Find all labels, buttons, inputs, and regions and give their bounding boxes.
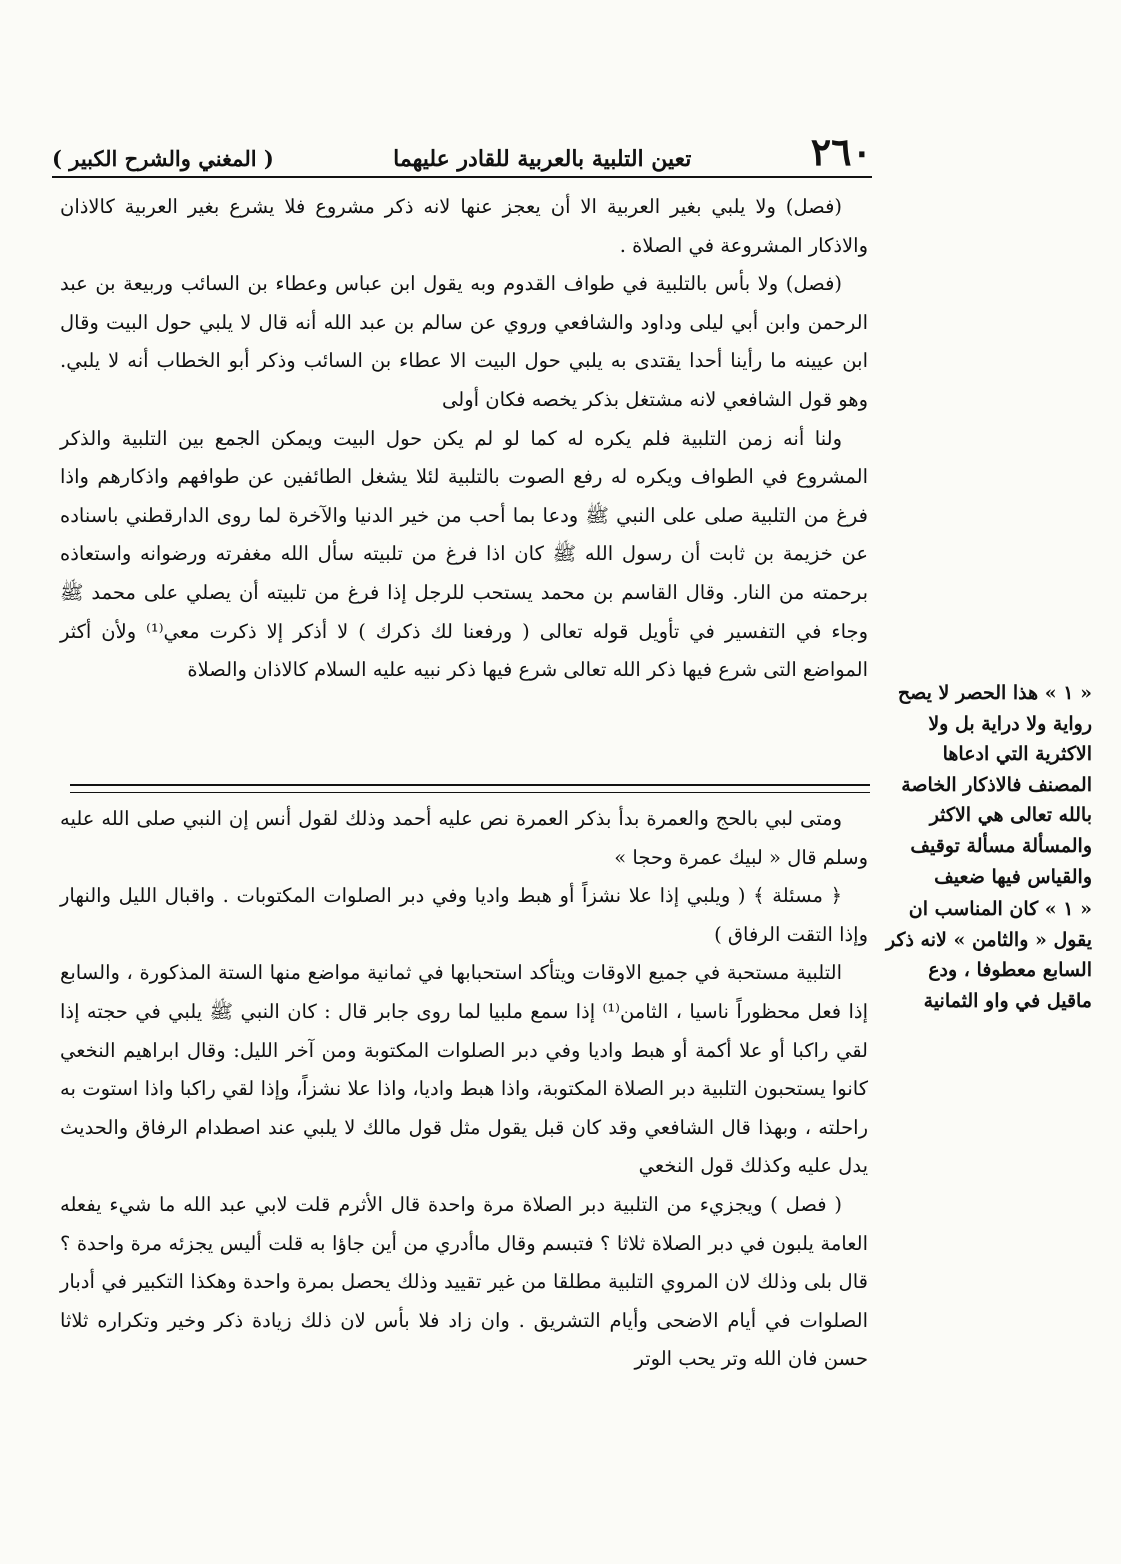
header-rule [52,176,872,178]
paragraph: ﴿ مسئلة ﴾ ( ويلبي إذا علا نشزاً أو هبط واديا وفي دبر الصلوات المكتوبات . واقبال الليل والنهار وإذا التقت الرفاق ) [60,884,868,946]
paragraph: ولنا أنه زمن التلبية فلم يكره له كما لو لم يكن حول البيت ويمكن الجمع بين التلبية والذكر المشروع في الطواف ويكره له رفع الصوت بالتلبية لئلا يشغل الطائفين عن طوافهم واذكارهم واذا فرغ من التلبية صلى على النبي ﷺ ودعا بما أحب من خير الدنيا والآخرة لما روى الدارقطني باسناده عن خزيمة بن ثابت أن رسول الله ﷺ كان اذا فرغ من تلبيته سأل الله مغفرته ورضوانه واستعاذه برحمته من النار. وقال القاسم بن محمد يستحب للرجل إذا فرغ من تلبيته أن يصلي على محمد ﷺ وجاء في التفسير في تأويل قوله تعالى ( ورفعنا لك ذكرك ) لا أذكر إلا ذكرت معي⁽¹⁾ ولأن أكثر المواضع التى شرع فيها ذكر الله تعالى شرع فيها ذكر نبيه عليه السلام كالاذان والصلاة [60,426,869,682]
margin-footnotes [884,678,1092,1019]
main-text-upper [60,188,868,690]
footnote: « ١ » هذا الحصر لا يصح رواية ولا دراية بل ولا الاكثرية التي ادعاها المصنف فالاذكار الخاصة بالله تعالى هي الاكثر والمسألة مسألة توقيف والقياس فيها ضعيف [897,682,1092,888]
paragraph: (فصل) ولا يلبي بغير العربية الا أن يعجز عنها لانه ذكر مشروع فلا يشرع بغير العربية كالاذان والاذكار المشروعة في الصلاة . [60,195,868,257]
paragraph: ( فصل ) ويجزيء من التلبية دبر الصلاة مرة واحدة قال الأثرم قلت لابي عبد الله ما شيء يفعله العامة يلبون في دبر الصلاة ثلاثا ؟ فتبسم وقال ماأدري من أين جاؤا به قلت أليس يجزئه مرة واحدة ؟ قال بلى وذلك لان المروي التلبية مطلقا من غير تقييد وذلك يحصل بمرة واحدة وهكذا التكبير في أدبار الصلوات في أيام الاضحى وأيام التشريق . وان زاد فلا بأس لان ذلك زيادة ذكر وخير وتكراره ثلاثا حسن فان الله وتر يحب الوتر [60,1192,868,1371]
paragraph: التلبية مستحبة في جميع الاوقات ويتأكد استحبابها في ثمانية مواضع منها الستة المذكورة ، والسابع إذا فعل محظوراً ناسيا ، الثامن⁽¹⁾ إذا سمع ملبيا لما روى جابر قال : كان النبي ﷺ يلبي في حجته إذا لقي راكبا أو علا أكمة أو هبط واديا وفي دبر الصلوات المكتوبة ومن آخر الليل: وقال ابراهيم النخعي كانوا يستحبون التلبية دبر الصلاة المكتوبة، واذا هبط واديا، واذا علا نشزاً، وإذا لقي راكبا واذا استوت به راحلته ، وبهذا قال الشافعي وقد كان قبل يقول مثل قول مالك لا يلبي عند اصطدام الرفاق والحديث يدل عليه وكذلك قول النخعي [60,961,868,1178]
book-title: ( المغني والشرح الكبير ) [52,146,274,171]
paragraph: (فصل) ولا بأس بالتلبية في طواف القدوم وبه يقول ابن عباس وعطاء بن السائب وربيعة بن عبد الرحمن وابن أبي ليلى وداود والشافعي وروي عن سالم بن عبد الله أنه قال لا يلبي حول البيت وقال ابن عيينه ما رأينا أحدا يقتدى به يلبي حول البيت الا عطاء بن السائب وذكر أبو الخطاب أنه لا يلبي. وهو قول الشافعي لانه مشتغل بذكر يخصه فكان أولى [60,272,868,411]
page-header [52,118,872,174]
page-number: ٢٦٠ [810,129,872,174]
running-title: تعين التلبية بالعربية للقادر عليهما [393,146,692,172]
paragraph: ومتى لبي بالحج والعمرة بدأ بذكر العمرة نص عليه أحمد وذلك لقول أنس إن النبي صلى الله عليه وسلم قال « لبيك عمرة وحجا » [60,807,868,869]
section-divider [70,784,870,793]
footnote: « ١ » كان المناسب ان يقول « والثامن » لانه ذكر السابع معطوفا ، ودع ماقيل في واو الثمانية [885,898,1092,1012]
main-text-lower [60,800,868,1379]
